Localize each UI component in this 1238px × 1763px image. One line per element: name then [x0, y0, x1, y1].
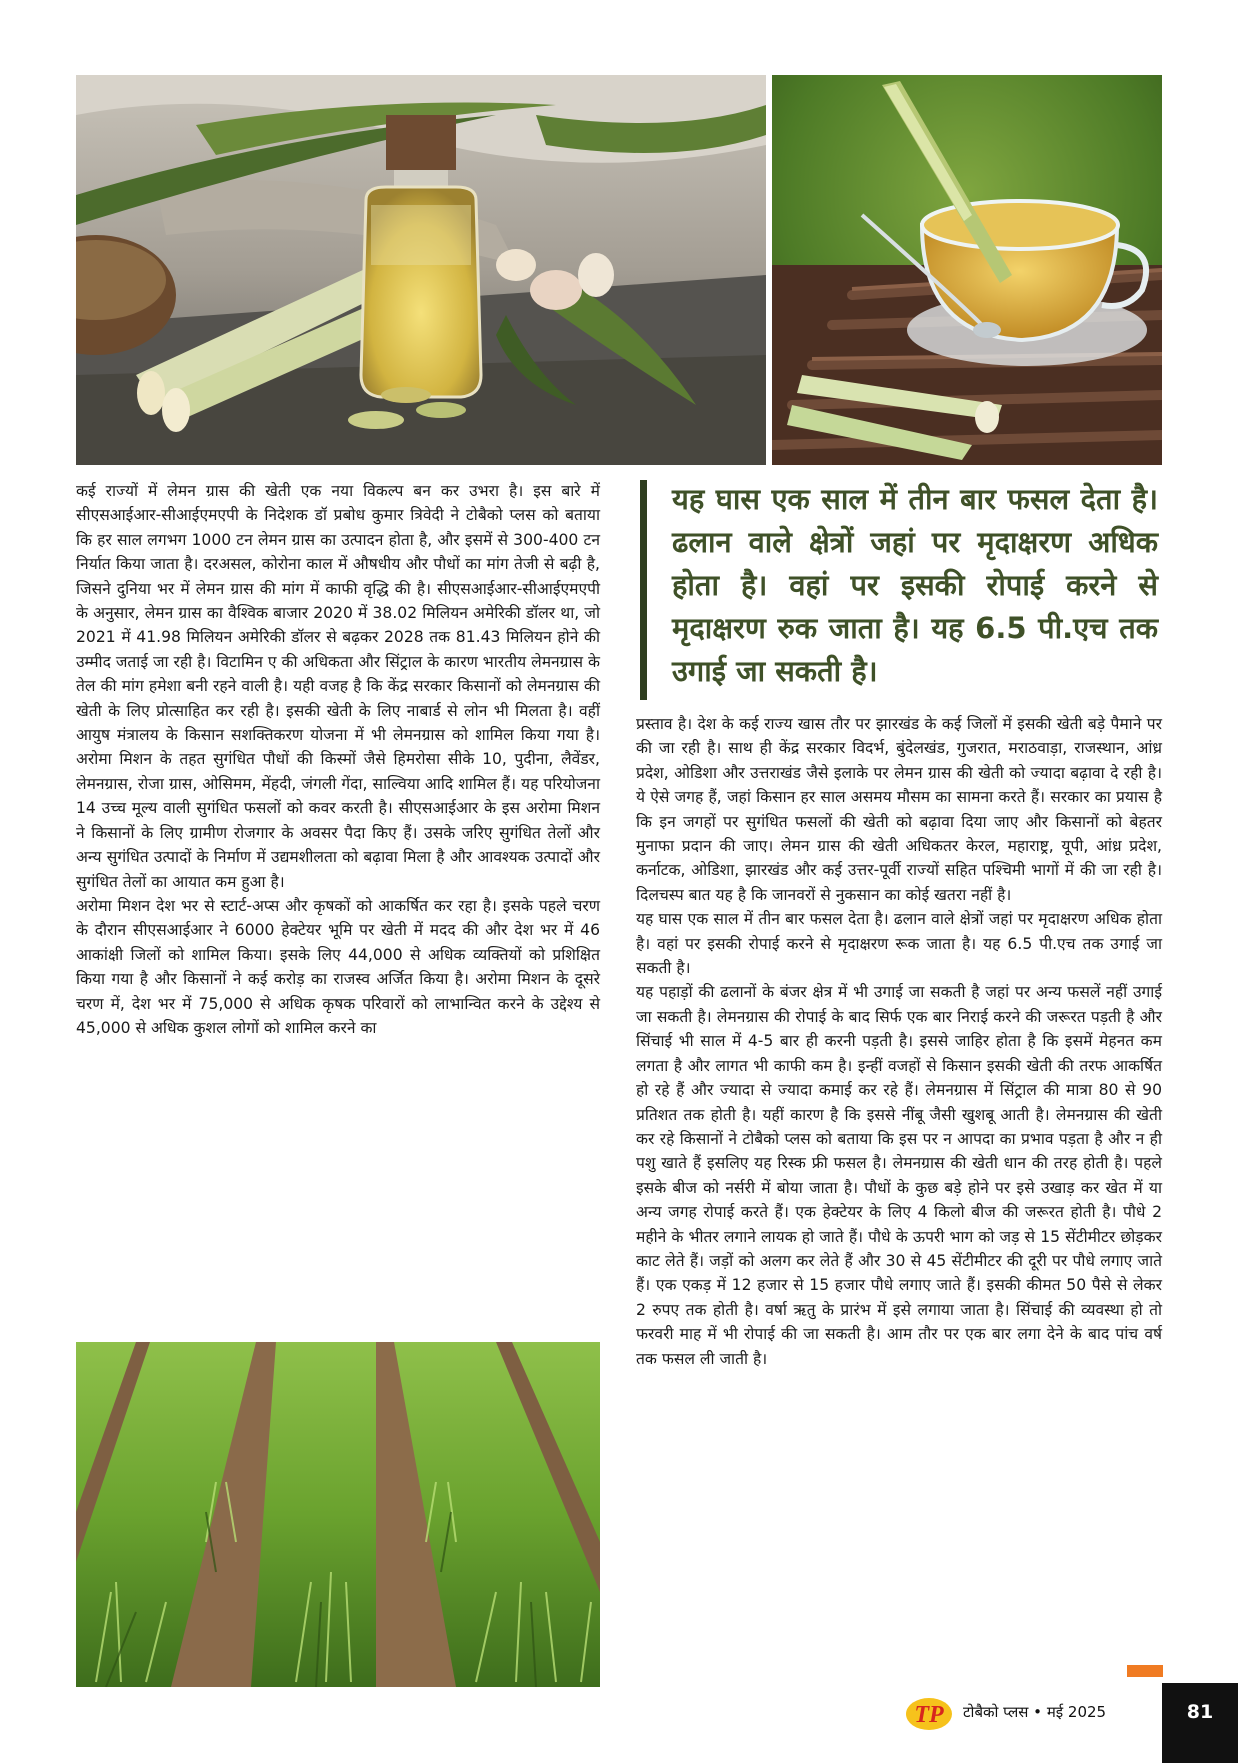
footer-magazine-name: टोबैको प्लस — [963, 1703, 1029, 1721]
right-paragraph-3: यह पहाड़ों की ढलानों के बंजर क्षेत्र में भी उगाई जा सकती है जहां पर अन्य फसलें नहीं उगाई जा सकती है। लेमनग्रास की रोपाई के बाद सिर्फ एक बार निराई करने की जरूरत पड़ती है और सिंचाई भी साल में 4-5 बार ही करनी पड़ती है। इससे जाहिर होता है कि इसमें मेहनत कम लगता है और लागत भी काफी कम है। इन्हीं वजहों से किसान इसकी खेती की तरफ आकर्षित हो रहे हैं और ज्यादा से ज्यादा कमाई कर रहे हैं। लेमनग्रास में सिंट्राल की मात्रा 80 से 90 प्रतिशत तक होती है। यहीं कारण है कि इससे नींबू जैसी खुशबू आती है। लेमनग्रास की खेती कर रहे किसानों ने टोबैको प्लस को बताया कि इस पर न आपदा का प्रभाव पड़ता है और न ही पशु खाते हैं इसलिए यह रिस्क फ्री फसल है। लेमनग्रास की खेती धान की तरह होती है। पहले इसके बीज को नर्सरी में बोया जाता है। पौधों के कुछ बड़े होने पर इसे उखाड़ कर खेत में या अन्य जगह रोपाई करते हैं। एक हेक्टेयर के लिए 4 किलो बीज की जरूरत होती है। पौधे 2 महीने के भीतर लगाने लायक हो जाते हैं। पौधे के ऊपरी भाग को जड़ से 15 सेंटीमीटर छोड़कर काट लेते हैं। जड़ों को अलग कर लेते हैं और 30 से 45 सेंटीमीटर की दूरी पर पौधे लगाए जाते हैं। एक एकड़ में 12 हजार से 15 हजार पौधे लगाए जाते हैं। इसकी कीमत 50 पैसे से लेकर 2 रुपए तक होती है। वर्षा ऋतु के प्रारंभ में इसे लगाया जाता है। सिंचाई की व्यवस्था हो तो फरवरी माह में भी रोपाई की जा सकती है। आम तौर पर एक बार लगा देने के बाद पांच वर्ष तक फसल ली जाती है। — [636, 983, 1162, 1368]
section-end-mark — [1127, 1665, 1163, 1677]
right-paragraph-2: यह घास एक साल में तीन बार फसल देता है। ढलान वाले क्षेत्रों जहां पर मृदाक्षरण अधिक होता है। वहां पर इसकी रोपाई करने से मृदाक्षरण रूक जाता है। यह 6.5 पी.एच तक उगाई जा सकती है। — [636, 910, 1162, 978]
footer-issue-line — [963, 1701, 1106, 1723]
footer-issue-date: मई 2025 — [1046, 1703, 1107, 1721]
right-paragraph-1: प्रस्ताव है। देश के कई राज्य खास तौर पर झारखंड के कई जिलों में इसकी खेती बड़े पैमाने पर की जा रही है। साथ ही केंद्र सरकार विदर्भ, बुंदेलखंड, गुजरात, मराठवाड़ा, राजस्थान, आंध्र प्रदेश, ओडिशा और उत्तराखंड जैसे इलाके पर लेमन ग्रास की खेती को ज्यादा बढ़ावा दे रही है। ये ऐसे जगह हैं, जहां किसान हर साल असमय मौसम का सामना करते हैं। सरकार का प्रयास है कि इन जगहों पर सुगंधित फसलों की खेती को बढ़ावा दिया जाए और किसानों को बेहतर मुनाफा प्रदान की जाए। लेमन ग्रास की खेती अधिकतर केरल, महाराष्ट्र, यूपी, आंध्र प्रदेश, कर्नाटक, ओडिशा, झारखंड और कई उत्तर-पूर्वी राज्यों सहित पश्चिमी भागों में की जा रही है। दिलचस्प बात यह है कि जानवरों से नुकसान का कोई खतरा नहीं है। — [636, 715, 1162, 904]
left-text-column — [76, 479, 600, 1040]
right-text-column — [636, 712, 1162, 1371]
lemongrass-tea-photo — [772, 75, 1162, 465]
logo-letters: TP — [914, 1702, 944, 1728]
footer-bullet: • — [1033, 1703, 1043, 1721]
page-number-box — [1162, 1683, 1238, 1763]
pull-quote-text: यह घास एक साल में तीन बार फसल देता है। ढलान वाले क्षेत्रों जहां पर मृदाक्षरण अधिक होता है। वहां पर इसकी रोपाई करने से मृदाक्षरण रुक जाता है। यह 6.5 पी.एच तक उगाई जा सकती है। — [672, 482, 1158, 688]
page-number: 81 — [1186, 1701, 1214, 1723]
left-paragraph-1: कई राज्यों में लेमन ग्रास की खेती एक नया विकल्प बन कर उभरा है। इस बारे में सीएसआईआर-सीआईएमएपी के निदेशक डॉ प्रबोध कुमार त्रिवेदी ने टोबैको प्लस को बताया कि हर साल लगभग 1000 टन लेमन ग्रास का उत्पादन होता है, और इसमें से 300-400 टन निर्यात किया जाता है। दरअसल, कोरोना काल में औषधीय और पौधों का मांग तेजी से बढ़ी है, जिसने दुनिया भर में लेमन ग्रास की मांग में काफी वृद्धि की है। सीएसआईआर-सीआईएमएपी के अनुसार, लेमन ग्रास का वैश्विक बाजार 2020 में 38.02 मिलियन अमेरिकी डॉलर था, जो 2021 में 41.98 मिलियन अमेरिकी डॉलर से बढ़कर 2028 तक 81.43 मिलियन होने की उम्मीद जताई जा रही है। विटामिन ए की अधिकता और सिंट्राल के कारण भारतीय लेमनग्रास के तेल की मांग हमेशा बनी रहने वाली है। यही वजह है कि केंद्र सरकार किसानों को लेमनग्रास की खेती के लिए प्रोत्साहित कर रही है। इसकी खेती के लिए नाबार्ड से लोन भी मिलता है। वहीं आयुष मंत्रालय के किसान सशक्तिकरण योजना में भी लेमनग्रास को शामिल किया गया है। अरोमा मिशन के तहत सुगंधित पौधों की किस्मों जैसे हिमरोसा सीके 10, पुदीना, लैवेंडर, लेमनग्रास, रोजा ग्रास, ओसिमम, मेंहदी, जंगली गेंदा, साल्विया आदि शामिल हैं। यह परियोजना 14 उच्च मूल्य वाली सुगंधित फसलों को कवर करती है। सीएसआईआर के इस अरोमा मिशन ने किसानों के लिए ग्रामीण रोजगार के अवसर पैदा किए हैं। उसके जरिए सुगंधित तेलों और अन्य सुगंधित उत्पादों के निर्माण में उद्यमशीलता को बढ़ावा मिला है और आवश्यक उत्पादों और सुगंधित तेलों का आयात कम हुआ है। — [76, 482, 600, 891]
magazine-logo — [905, 1694, 953, 1734]
pull-quote-bar — [640, 480, 647, 700]
lemongrass-oil-photo — [76, 75, 766, 465]
left-paragraph-2: अरोमा मिशन देश भर से स्टार्ट-अप्स और कृषकों को आकर्षित कर रहा है। इसके पहले चरण के दौरान सीएसआईआर ने 6000 हेक्टेयर भूमि पर खेती में मदद की और देश भर में 46 आकांक्षी जिलों को शामिल किया। इसके लिए 44,000 से अधिक व्यक्तियों को प्रशिक्षित किया गया है और किसानों ने कई करोड़ का राजस्व अर्जित किया है। अरोमा मिशन के दूसरे चरण में, देश भर में 75,000 से अधिक कृषक परिवारों को लाभान्वित करने के उद्देश्य से 45,000 से अधिक कुशल लोगों को शामिल करने का — [76, 896, 600, 1037]
pull-quote — [640, 478, 1158, 702]
lemongrass-field-photo — [76, 1342, 600, 1687]
